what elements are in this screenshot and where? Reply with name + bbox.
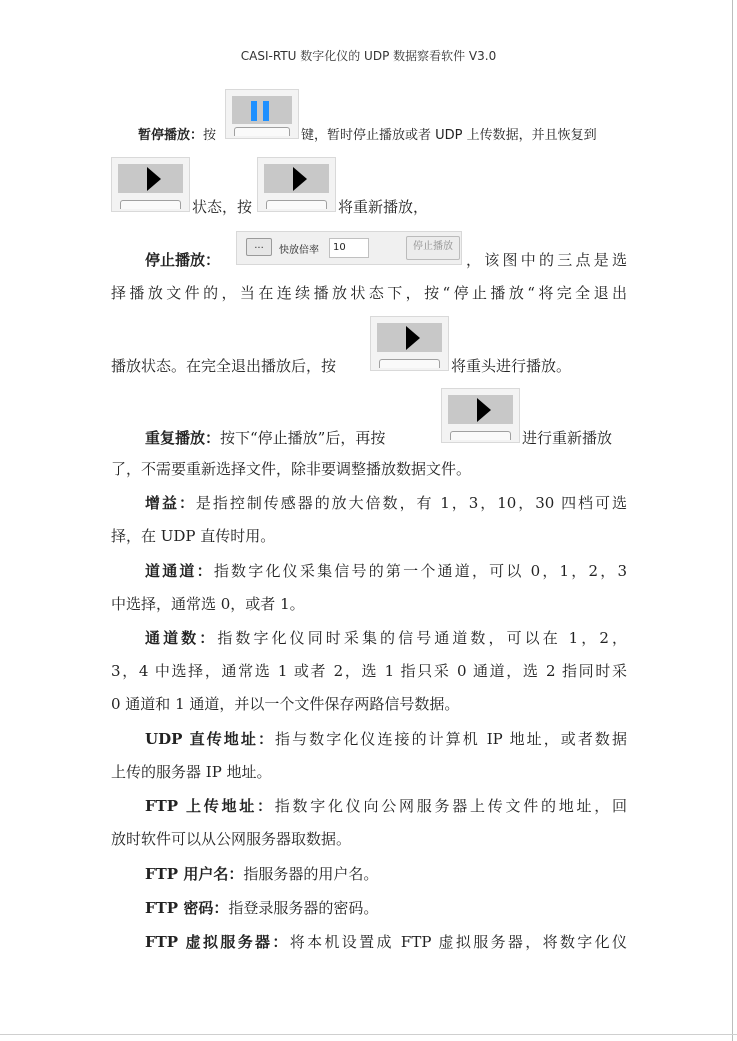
play-icon [477, 398, 491, 422]
pause-icon [251, 101, 257, 121]
ftpuser-label: FTP 用户名： [145, 865, 244, 883]
pause-text-1: 键，暂时停止播放或者 UDP 上传数据，并且恢复到 [301, 128, 597, 143]
ftppw-label: FTP 密码： [145, 899, 229, 917]
page-edge-right [732, 0, 733, 1041]
play-button-image-2 [257, 157, 336, 212]
stop-text-1: ，该图中的三点是选 [466, 251, 627, 269]
repeat-line-1: 重复播放：按下“停止播放”后，再按 [145, 429, 386, 447]
ftpup-label: FTP 上传地址： [145, 797, 275, 815]
pause-label: 暂停播放： [138, 128, 204, 143]
channel-line-1: 道通道：指数字化仪采集信号的第一个通道，可以 0，1，2，3 [145, 562, 627, 580]
play-button-image-4 [441, 388, 520, 443]
ftpup-line-2: 放时软件可以从公网服务器取数据。 [111, 830, 352, 848]
stop-playback-button[interactable]: 停止播放 [406, 236, 460, 260]
pause-button-image [225, 89, 299, 139]
ftpvirt-line: FTP 虚拟服务器：将本机设置成 FTP 虚拟服务器，将数字化仪 [145, 933, 627, 951]
channel-label: 道通道： [145, 562, 214, 580]
channel-line-2: 中选择，通常选 0，或者 1。 [111, 595, 305, 613]
udp-line-2: 上传的服务器 IP 地址。 [111, 763, 272, 781]
count-label: 通道数： [145, 629, 218, 647]
pause-text-3: 将重新播放， [338, 198, 429, 216]
ftpvirt-label: FTP 虚拟服务器： [145, 933, 290, 951]
udp-line-1: UDP 直传地址：指与数字化仪连接的计算机 IP 地址，或者数据 [145, 730, 628, 748]
stop-line-3b: 将重头进行播放。 [451, 357, 572, 375]
ftpup-line-1: FTP 上传地址：指数字化仪向公网服务器上传文件的地址，回 [145, 797, 627, 815]
gain-label: 增益： [145, 494, 196, 512]
stop-line-2: 择播放文件的，当在连续播放状态下，按“停止播放“将完全退出 [111, 284, 627, 302]
gain-line-2: 择，在 UDP 直传时用。 [111, 527, 276, 545]
speed-input[interactable]: 10 [329, 238, 369, 258]
browse-button[interactable]: ... [246, 238, 272, 256]
page-edge-bottom [0, 1034, 737, 1035]
play-icon [406, 326, 420, 350]
repeat-label: 重复播放： [145, 429, 221, 447]
page-header: CASI-RTU 数字化仪的 UDP 数据察看软件 V3.0 [240, 49, 497, 63]
speed-label: 快放倍率 [279, 245, 319, 256]
stop-line-3a: 播放状态。在完全退出播放后，按 [111, 357, 337, 375]
playback-toolbar [236, 231, 462, 265]
udp-label: UDP 直传地址： [145, 730, 276, 748]
ftpuser-line: FTP 用户名：指服务器的用户名。 [145, 865, 379, 883]
count-line-1: 通道数：指数字化仪同时采集的信号通道数，可以在 1，2， [145, 629, 627, 647]
pause-label-line [138, 124, 216, 143]
play-button-image-3 [370, 316, 449, 371]
play-icon [293, 167, 307, 191]
pause-press-text: 按 [203, 128, 217, 143]
repeat-text-2: 进行重新播放 [522, 429, 613, 447]
gain-line-1: 增益：是指控制传感器的放大倍数，有 1，3，10，30 四档可选 [145, 494, 627, 512]
play-button-image-1 [111, 157, 190, 212]
repeat-line-2: 了，不需要重新选择文件，除非要调整播放数据文件。 [111, 460, 472, 478]
ftppw-line: FTP 密码：指登录服务器的密码。 [145, 899, 379, 917]
count-line-3: 0 通道和 1 通道，并以一个文件保存两路信号数据。 [111, 695, 460, 713]
count-line-2: 3，4 中选择，通常选 1 或者 2，选 1 指只采 0 通道，选 2 指同时采 [111, 662, 627, 680]
pause-text-2: 状态，按 [192, 198, 253, 216]
stop-label: 停止播放： [145, 251, 221, 269]
play-icon [147, 167, 161, 191]
